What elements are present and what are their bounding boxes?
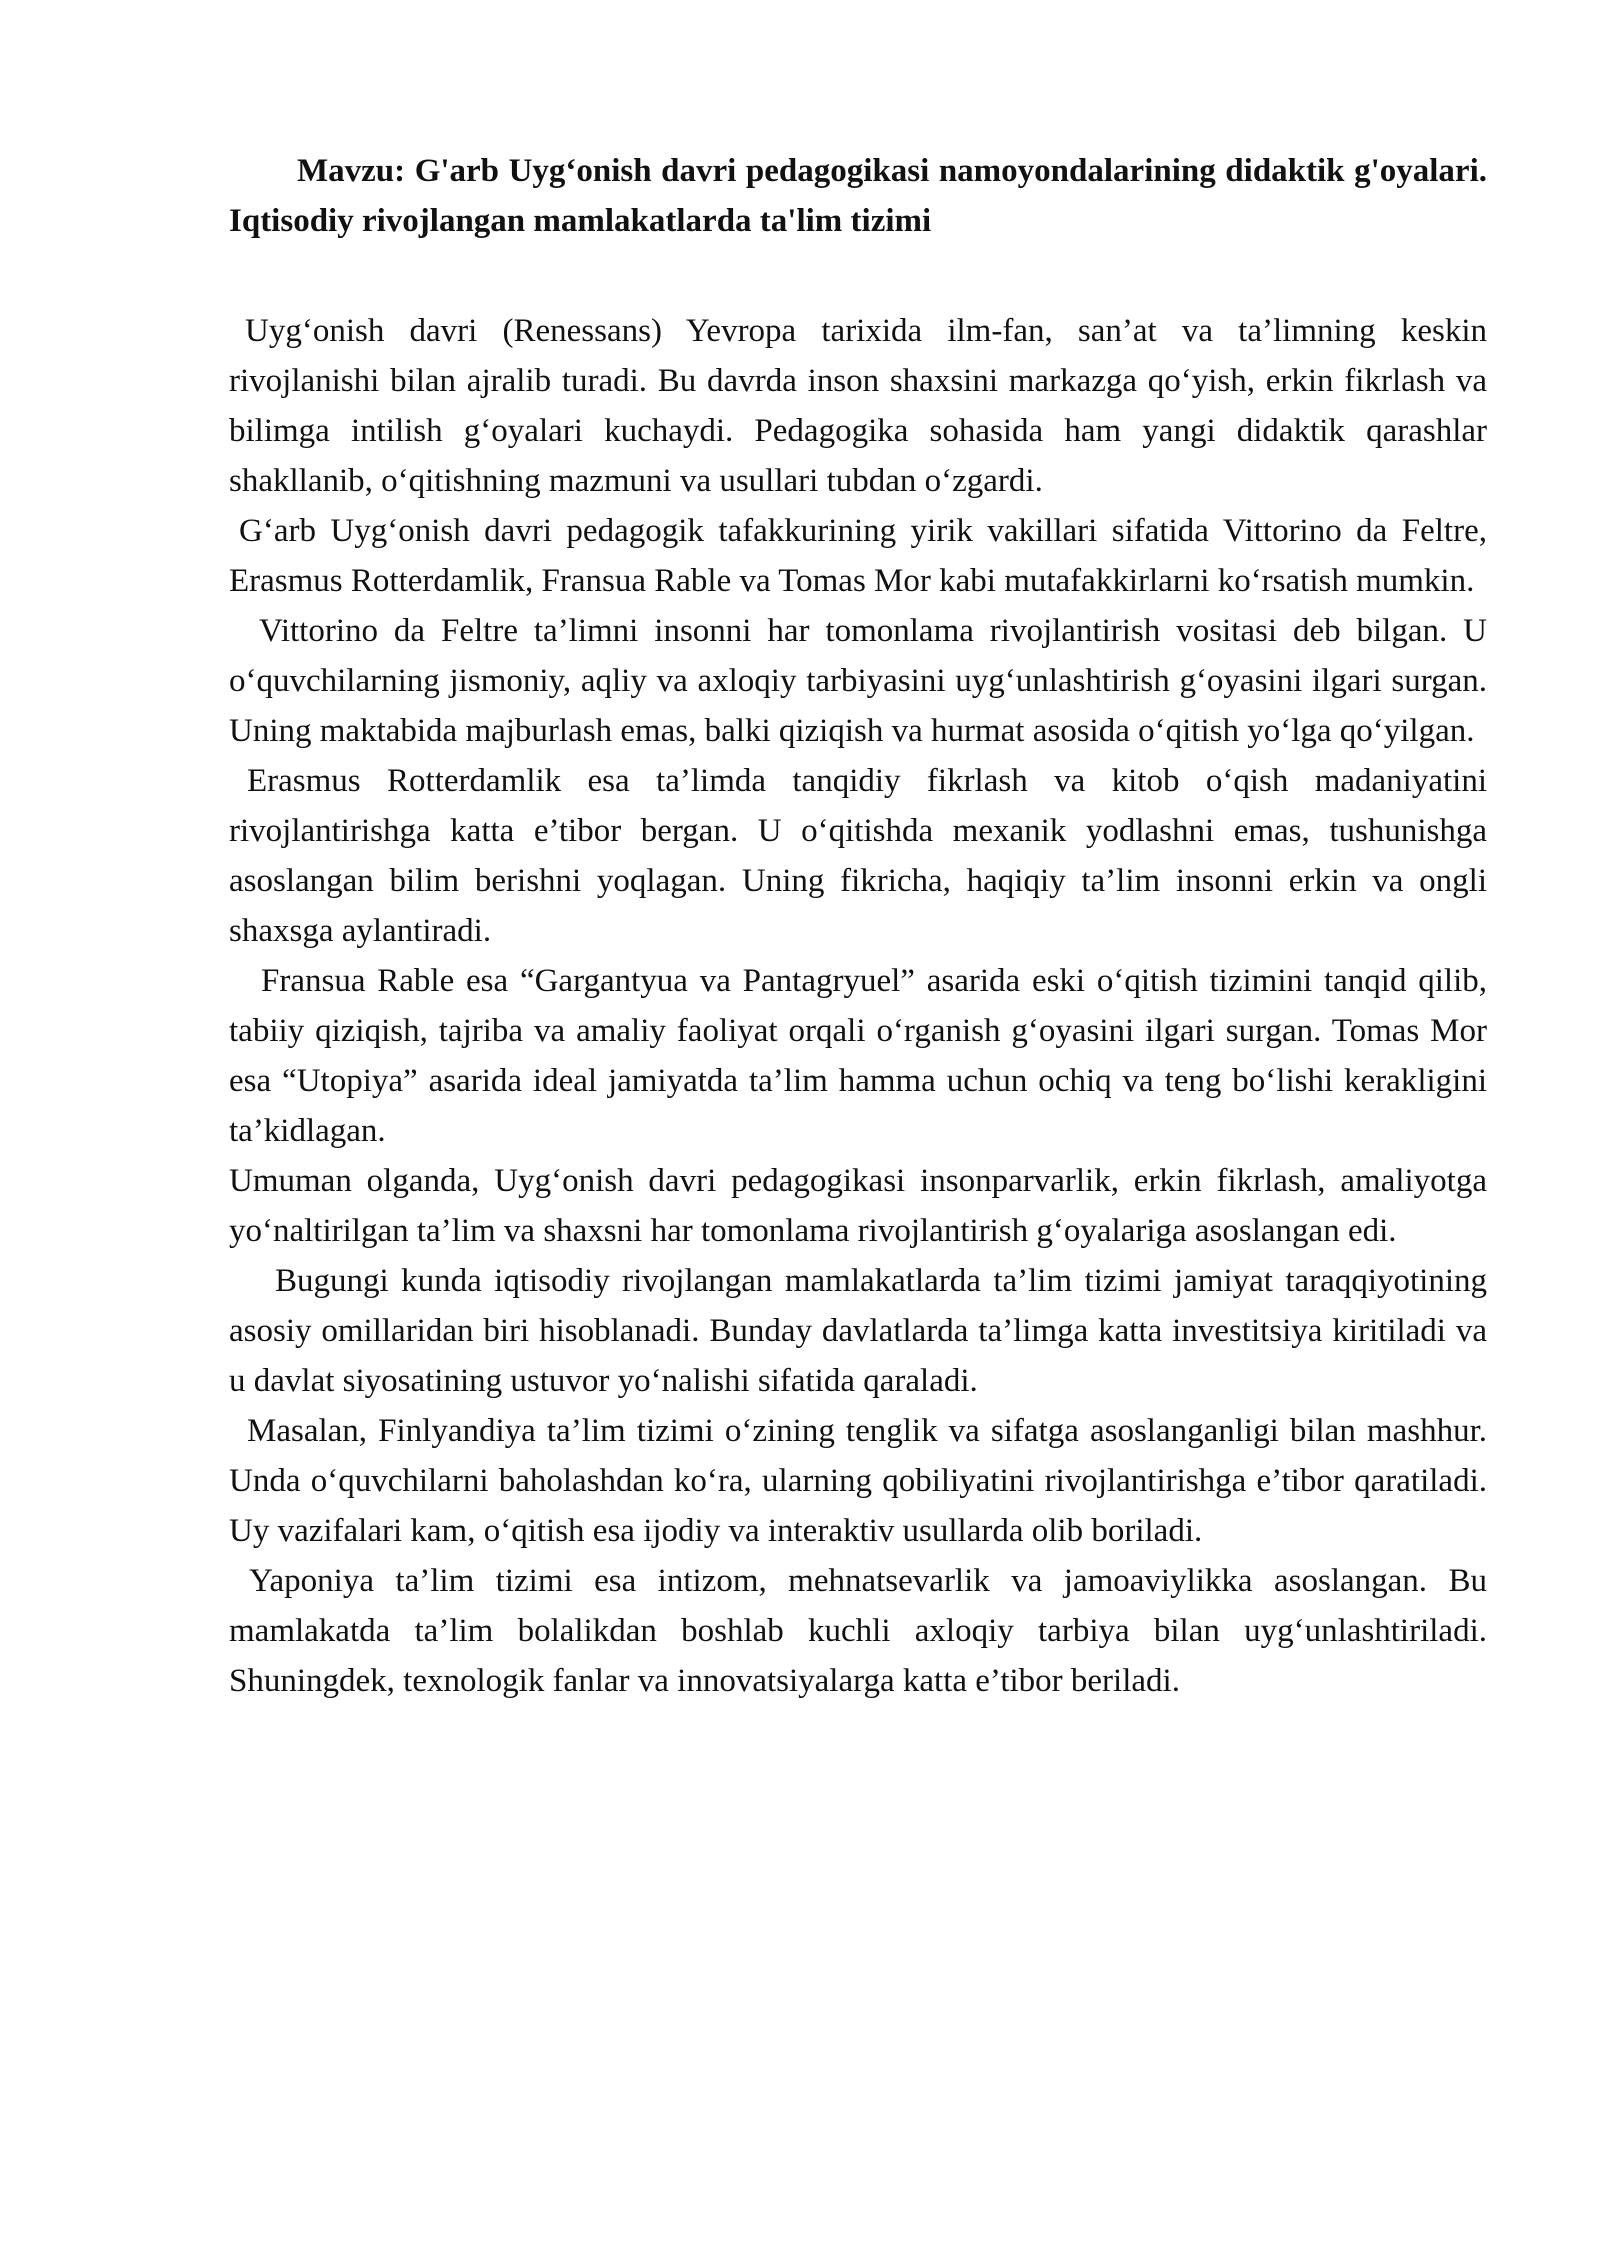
paragraph-erasmus: Erasmus Rotterdamlik esa ta’limda tanqidiy fikrlash va kitob o‘qish madaniyatini rivojlantirishga katta e’tibor bergan. U o‘qitishda mexanik yodlashni emas, tushunishga asoslangan bilim berishni yoqlagan. Uning fikricha, haqiqiy ta’lim insonni erkin va ongli shaxsga aylantiradi.: [229, 763, 1487, 949]
paragraph-finland: Masalan, Finlyandiya ta’lim tizimi o‘zining tenglik va sifatga asoslanganligi bilan mashhur. Unda o‘quvchilarni baholashdan ko‘ra, ularning qobiliyatini rivojlantirishga e’tibor qaratiladi. Uy vazifalari kam, o‘qitish esa ijodiy va interaktiv usullarda olib boriladi.: [229, 1413, 1487, 1549]
document-title: Mavzu: G'arb Uyg‘onish davri pedagogikasi namoyondalarining didaktik g'oyalari. Iqtisodiy rivojlangan mamlakatlarda ta'lim tizimi: [229, 153, 1487, 239]
paragraph-vittorino: Vittorino da Feltre ta’limni insonni har tomonlama rivojlantirish vositasi deb bilgan. U o‘quvchilarning jismoniy, aqliy va axloqiy tarbiyasini uyg‘unlashtirish g‘oyasini ilgari surgan. Uning maktabida majburlash emas, balki qiziqish va hurmat asosida o‘qitish yo‘lga qo‘yilgan.: [229, 613, 1487, 749]
paragraph-representatives: G‘arb Uyg‘onish davri pedagogik tafakkurining yirik vakillari sifatida Vittorino da Feltre, Erasmus Rotterdamlik, Fransua Rable va Tomas Mor kabi mutafakkirlarni ko‘rsatish mumkin.: [229, 513, 1487, 599]
document-page: [229, 146, 1487, 1706]
paragraph-summary: Umuman olganda, Uyg‘onish davri pedagogikasi insonparvarlik, erkin fikrlash, amaliyotga yo‘naltirilgan ta’lim va shaxsni har tomonlama rivojlantirish g‘oyalariga asoslangan edi.: [229, 1163, 1487, 1249]
paragraph-renaissance-intro: Uyg‘onish davri (Renessans) Yevropa tarixida ilm-fan, san’at va ta’limning keskin rivojlanishi bilan ajralib turadi. Bu davrda inson shaxsini markazga qo‘yish, erkin fikrlash va bilimga intilish g‘oyalari kuchaydi. Pedagogika sohasida ham yangi didaktik qarashlar shakllanib, o‘qitishning mazmuni va usullari tubdan o‘zgardi.: [229, 313, 1487, 499]
paragraph-japan: Yaponiya ta’lim tizimi esa intizom, mehnatsevarlik va jamoaviylikka asoslangan. Bu mamlakatda ta’lim bolalikdan boshlab kuchli axloqiy tarbiya bilan uyg‘unlashtiriladi. Shuningdek, texnologik fanlar va innovatsiyalarga katta e’tibor beriladi.: [229, 1563, 1487, 1699]
paragraph-rable-mor: Fransua Rable esa “Gargantyua va Pantagryuel” asarida eski o‘qitish tizimini tanqid qilib, tabiiy qiziqish, tajriba va amaliy faoliyat orqali o‘rganish g‘oyasini ilgari surgan. Tomas Mor esa “Utopiya” asarida ideal jamiyatda ta’lim hamma uchun ochiq va teng bo‘lishi kerakligini ta’kidlagan.: [229, 963, 1487, 1149]
paragraph-developed-countries: Bugungi kunda iqtisodiy rivojlangan mamlakatlarda ta’lim tizimi jamiyat taraqqiyotining asosiy omillaridan biri hisoblanadi. Bunday davlatlarda ta’limga katta investitsiya kiritiladi va u davlat siyosatining ustuvor yo‘nalishi sifatida qaraladi.: [229, 1263, 1487, 1399]
